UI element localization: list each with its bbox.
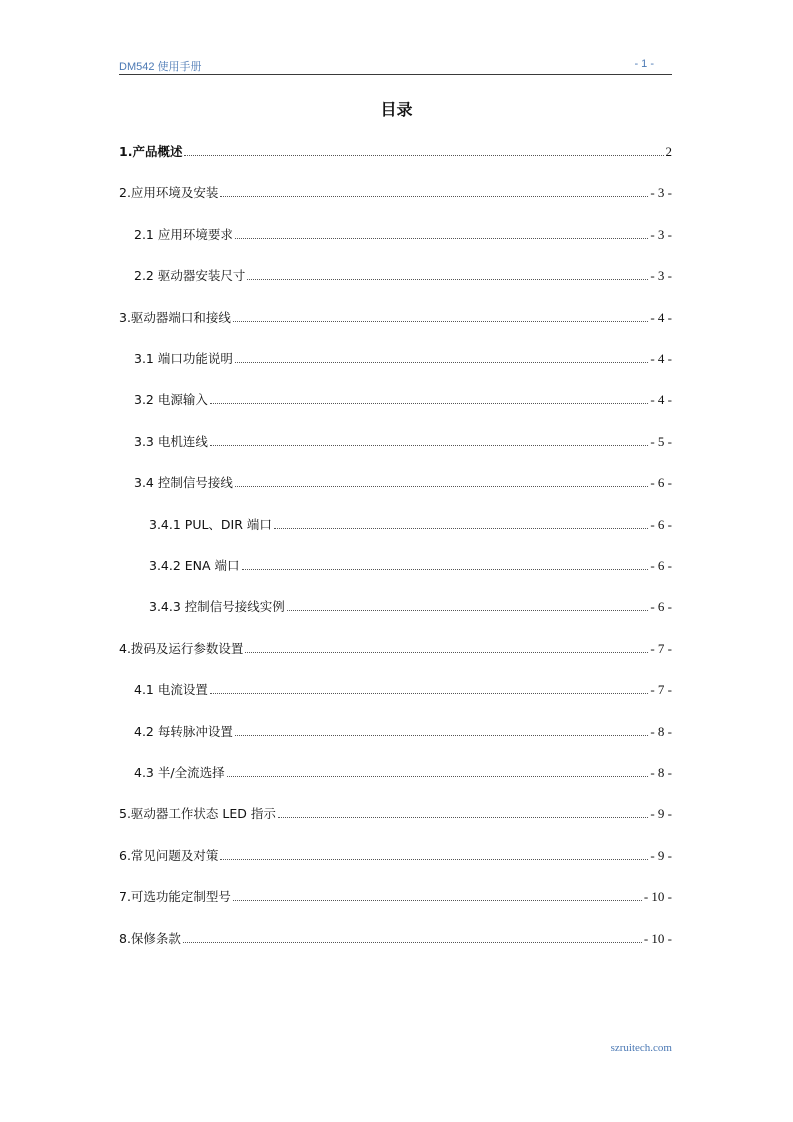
toc-entry[interactable] <box>119 846 672 864</box>
toc-entry-label: 3.1 端口功能说明 <box>134 351 233 366</box>
toc-leader-dots <box>220 195 648 197</box>
toc-entry[interactable] <box>119 639 672 657</box>
toc-entry-label: 8.保修条款 <box>119 931 181 946</box>
toc-entry-page: - 5 - <box>650 434 672 449</box>
toc-entry-label: 7.可选功能定制型号 <box>119 889 231 904</box>
toc-entry[interactable] <box>134 722 672 740</box>
toc-entry-label: 3.4.1 PUL、DIR 端口 <box>149 517 272 532</box>
toc-entry-label: 3.4.2 ENA 端口 <box>149 558 240 573</box>
toc-leader-dots <box>183 941 642 943</box>
header-doc-title: DM542 使用手册 <box>119 61 202 73</box>
toc-entry[interactable] <box>134 225 672 243</box>
toc-entry-label: 3.3 电机连线 <box>134 434 208 449</box>
toc-leader-dots <box>210 402 648 404</box>
header-page-number: - 1 - <box>634 58 654 70</box>
toc-leader-dots <box>287 609 649 611</box>
toc-entry-page: - 10 - <box>643 931 672 946</box>
toc-entry-label: 2.2 驱动器安装尺寸 <box>134 268 246 283</box>
toc-entry[interactable] <box>119 142 672 160</box>
toc-entry-page: - 10 - <box>643 889 672 904</box>
toc-entry-label: 2.1 应用环境要求 <box>134 227 233 242</box>
toc-entry-page: - 8 - <box>650 724 672 739</box>
toc-entry[interactable] <box>119 308 672 326</box>
toc-leader-dots <box>235 734 648 736</box>
toc-entry-page: - 3 - <box>650 185 672 200</box>
toc-entry-page: - 9 - <box>650 848 672 863</box>
toc-title: 目录 <box>380 100 413 119</box>
toc-entry-label: 2.应用环境及安装 <box>119 185 219 200</box>
toc-leader-dots <box>274 527 648 529</box>
toc-entry[interactable] <box>134 349 672 367</box>
toc-leader-dots <box>210 444 648 446</box>
toc-entry-label: 3.驱动器端口和接线 <box>119 310 231 325</box>
toc-entry-label: 3.2 电源输入 <box>134 392 208 407</box>
toc-leader-dots <box>220 858 648 860</box>
toc-entry-label: 5.驱动器工作状态 LED 指示 <box>119 806 276 821</box>
toc-entry[interactable] <box>134 266 672 284</box>
toc-entry-label: 4.3 半/全流选择 <box>134 765 225 780</box>
toc-entry[interactable] <box>134 432 672 450</box>
toc-entry-page: - 3 - <box>650 227 672 242</box>
toc-entry-page: - 3 - <box>650 268 672 283</box>
toc-entry-page: - 9 - <box>650 806 672 821</box>
page-header <box>119 56 672 75</box>
toc-leader-dots <box>235 485 648 487</box>
toc-entry[interactable] <box>134 680 672 698</box>
toc-leader-dots <box>242 568 649 570</box>
toc-entry[interactable] <box>149 556 672 574</box>
toc-entry-page: - 6 - <box>650 599 672 614</box>
toc-entry-label: 4.1 电流设置 <box>134 682 208 697</box>
toc-entry[interactable] <box>134 763 672 781</box>
toc-entry-page: - 4 - <box>650 392 672 407</box>
toc-entry[interactable] <box>134 473 672 491</box>
toc-leader-dots <box>233 320 648 322</box>
toc-leader-dots <box>245 651 648 653</box>
toc-entry[interactable] <box>119 887 672 905</box>
toc-entry[interactable] <box>149 597 672 615</box>
toc-leader-dots <box>210 692 648 694</box>
toc-entry-label: 4.拨码及运行参数设置 <box>119 641 244 656</box>
toc-entry-page: - 7 - <box>650 641 672 656</box>
toc-entry-page: - 4 - <box>650 351 672 366</box>
toc-leader-dots <box>247 278 648 280</box>
toc-entry-page: - 6 - <box>650 475 672 490</box>
toc-leader-dots <box>184 154 663 156</box>
toc-entry-page: - 8 - <box>650 765 672 780</box>
toc-entry[interactable] <box>134 390 672 408</box>
toc-entry-page: 2 <box>665 144 672 159</box>
toc-leader-dots <box>235 361 648 363</box>
toc-entry[interactable] <box>149 515 672 533</box>
toc-entry-page: - 6 - <box>650 558 672 573</box>
toc-entry-label: 6.常见问题及对策 <box>119 848 219 863</box>
toc-leader-dots <box>235 237 648 239</box>
toc-leader-dots <box>227 775 649 777</box>
toc-leader-dots <box>233 899 642 901</box>
toc-leader-dots <box>278 816 648 818</box>
toc-entry-label: 3.4.3 控制信号接线实例 <box>149 599 285 614</box>
toc-entry-label: 1.产品概述 <box>119 144 183 159</box>
toc-entry[interactable] <box>119 804 672 822</box>
footer-website: szruitech.com <box>610 1042 672 1054</box>
toc-entry-label: 3.4 控制信号接线 <box>134 475 233 490</box>
toc-entry-page: - 6 - <box>650 517 672 532</box>
toc-entry-page: - 4 - <box>650 310 672 325</box>
toc-entry-label: 4.2 每转脉冲设置 <box>134 724 233 739</box>
toc-entry[interactable] <box>119 929 672 947</box>
toc-entry[interactable] <box>119 183 672 201</box>
toc-entry-page: - 7 - <box>650 682 672 697</box>
